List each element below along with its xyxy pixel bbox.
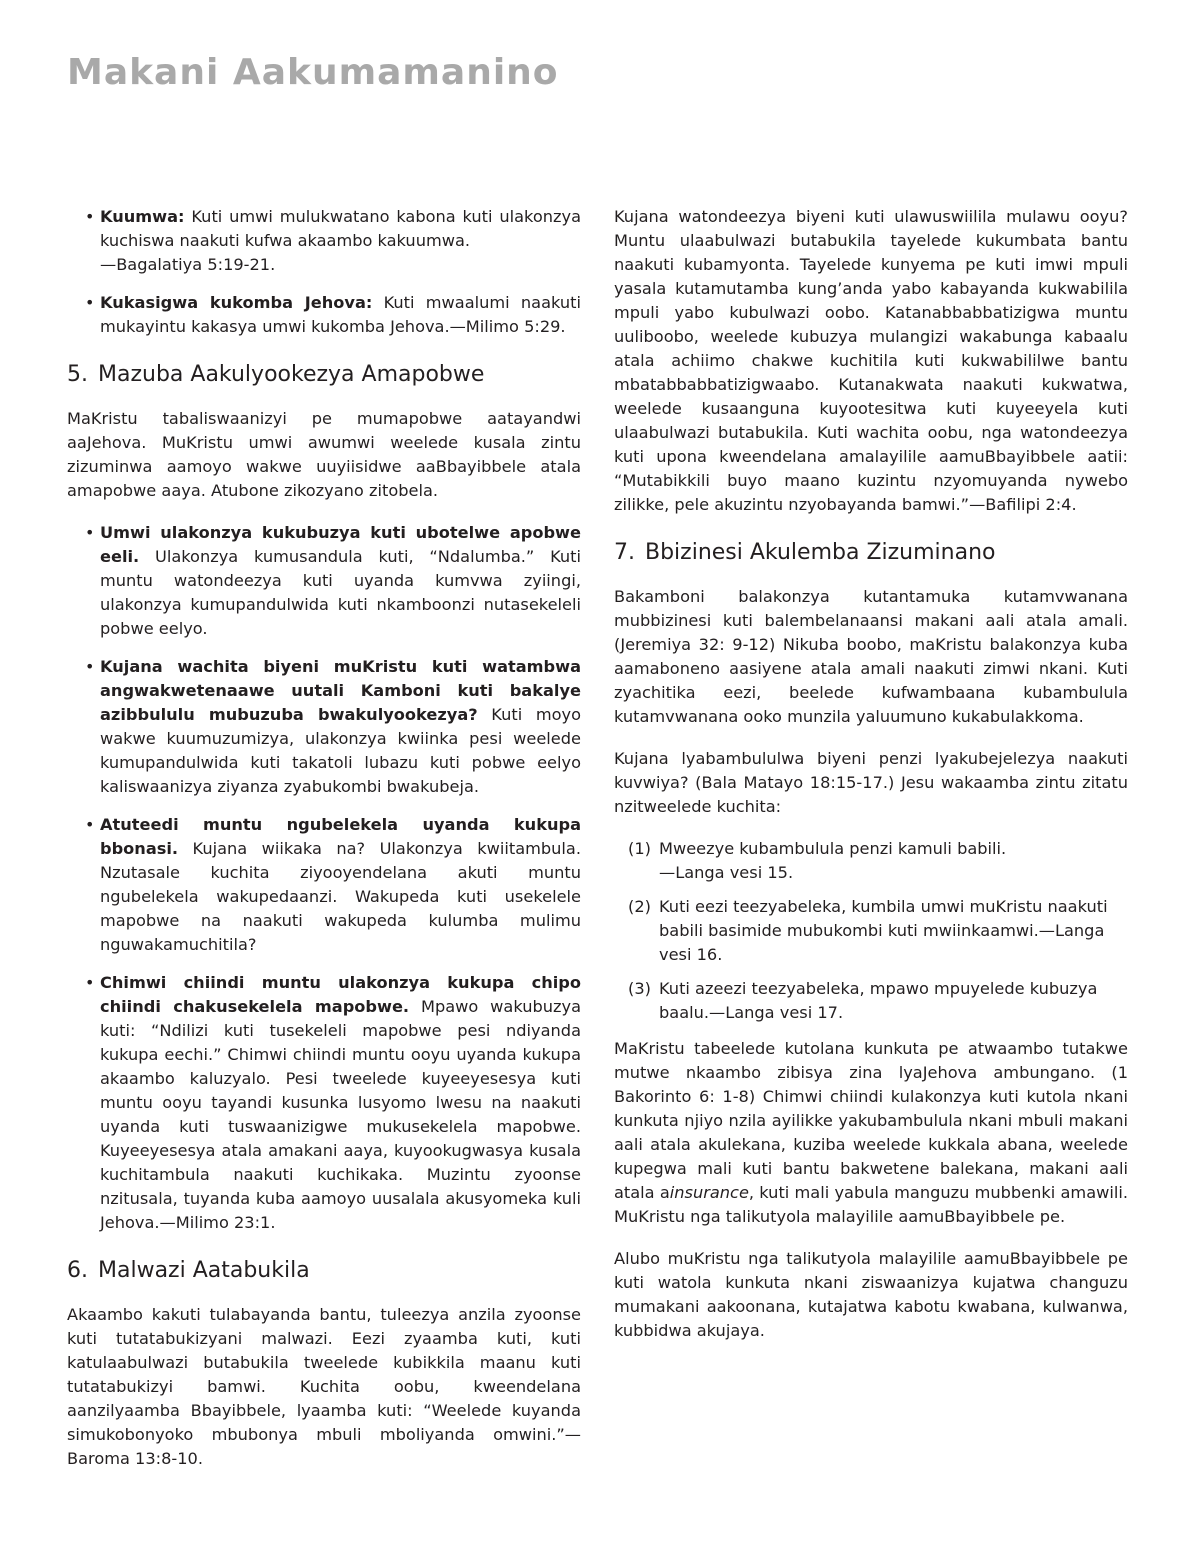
paragraph: Bakamboni balakonzya kutantamuka kutamvwanana mubbizinesi kuti balembelanaansi makani aali atala amali. (Jeremiya 32: 9-12) Nikuba boobo, maKristu balakonzya kuba aamaboneno aasiyene atala amali naakuti zimwi nkani. Kuti zyachitika eezi, beelede kufwambaana kubambulula kutamvwanana ooko munzila yaluumuno kukabulakkoma. bbox=[614, 587, 1128, 726]
list-item bbox=[85, 813, 581, 957]
left-column bbox=[67, 205, 581, 1489]
italic-term: insurance bbox=[669, 1183, 749, 1202]
section-title: Mazuba Aakulyookezya Amapobwe bbox=[98, 362, 485, 387]
bullet-list-top bbox=[67, 205, 581, 339]
bullet-lead: Chimwi chiindi muntu ulakonzya kukupa chipo chiindi chakusekelela mapobwe. bbox=[100, 973, 581, 1016]
step-text: Mweezye kubambulula penzi kamuli babili. bbox=[659, 839, 1007, 858]
right-column bbox=[614, 205, 1128, 1361]
list-item bbox=[85, 291, 581, 339]
paragraph-text: MaKristu tabeelede kutolana kunkuta pe atwaambo tutakwe mutwe nkaambo zibisya zina lyaJehova ambungano. (1 Bakorinto 6: 1-8) Chimwi chiindi kulakonzya kuti kutola nkani kunkuta njiyo nzila ayilikke yakubambulula nkani mbuli makani aali atala akulekana, kuziba weelede kukkala abana, weelede kupegwa mali kuti bantu bakwetene balekana, makani aali atala a bbox=[614, 1039, 1128, 1202]
list-item bbox=[85, 655, 581, 799]
bullet-lead: Kukasigwa kukomba Jehova: bbox=[100, 293, 373, 312]
scripture-reference: —Bagalatiya 5:19-21. bbox=[100, 255, 276, 274]
scripture-reference: —Langa vesi 15. bbox=[659, 863, 794, 882]
list-item bbox=[628, 837, 1128, 885]
paragraph bbox=[614, 1037, 1128, 1229]
paragraph: Kujana watondeezya biyeni kuti ulawuswiilila mulawu ooyu? Muntu ulaabulwazi butabukila tayelede kukumbata bantu naakuti kubamyonta. Tayelede kunyema pe kuti imwi mpuli yasala kutamutamba kung’anda yabo kabayanda kukwabilila mpuli yabo kubulwazi oobo. Katanabbabbatizigwa muntu uuliboobo, weelede kubuzya mulangizi wakabunga kabaalu atala achiimo chakwe kuchitila kuti kukwabililwe bantu mbatabbabbatizigwaabo. Kutanakwata naakuti kukwatwa, weelede kusaanguna kuyootesitwa kuti kuyeeyela kuti ulaabulwazi butabukila. Kuti wachita oobu, nga watondeezya kuti upona kweendelana amalayilile aamuBbayibbele aatii: “Mutabikkili buyo maano kuzintu nzyomuyanda nywebo zilikke, pele akuzintu nzyobayanda bamwi.”—Bafilipi 2:4. bbox=[614, 207, 1128, 514]
bullet-text: Kujana wiikaka na? Ulakonzya kwiitambula. Nzutasale kuchita ziyooyendelana akuti muntu ngubelekela wakupedaanzi. Wakupeda kuti usekelele mapobwe na naakuti wakupeda kulumba mulimu nguwakamuchitila? bbox=[100, 839, 581, 954]
section-title: Bbizinesi Akulemba Zizuminano bbox=[645, 540, 996, 565]
paragraph: Kujana lyabambululwa biyeni penzi lyakubejelezya naakuti kuvwiya? (Bala Matayo 18:15-17.) Jesu wakaamba zintu zitatu nzitweelede kuchita: bbox=[614, 749, 1128, 816]
paragraph: Akaambo kakuti tulabayanda bantu, tuleezya anzila zyoonse kuti tutatabukizyani malwazi. Eezi zyaamba kuti, kuti katulaabulwazi butabukila tweelede kubikkila maanu kuti tutatabukizyi bamwi. Kuchita oobu, kweendelana aanzilyaamba Bbayibbele, lyaamba kuti: “Weelede kuyanda simukobonyoko mbubonya mbuli mboliyanda omwini.”—Baroma 13:8-10. bbox=[67, 1305, 581, 1468]
list-item bbox=[628, 977, 1128, 1025]
section-number: 6. bbox=[67, 1258, 88, 1283]
list-item bbox=[85, 205, 581, 277]
page-header-title: Makani Aakumamanino bbox=[67, 52, 559, 93]
bullet-text: Mpawo wakubuzya kuti: “Ndilizi kuti tusekeleli mapobwe pesi ndiyanda kukupa eechi.” Chimwi chiindi muntu ooyu uyanda kukupa akaambo kaluzyalo. Pesi tweelede kuyeeyesesya kuti muntu ooyu tayandi kusunka lusyomo lwesu na naakuti uyanda kuti tuswaanizigwe mukusekelela mapobwe. Kuyeeyesesya atala amakani aaya, kuyookugwasya kusala kuchitambula naakuti kuchikaka. Muzintu zyoonse nzitusala, tuyanda kuba aamoyo uusalala akusyomeka kuli Jehova.—Milimo 23:1. bbox=[100, 997, 581, 1232]
bullet-lead: Atuteedi muntu ngubelekela uyanda kukupa bbonasi. bbox=[100, 815, 581, 858]
step-text: Kuti azeezi teezyabeleka, mpawo mpuyelede kubuzya baalu.—Langa vesi 17. bbox=[659, 979, 1098, 1022]
section-number: 7. bbox=[614, 540, 635, 565]
section-heading bbox=[614, 539, 1128, 567]
bullet-text: Kuti mwaalumi naakuti mukayintu kakasya umwi kukomba Jehova.—Milimo 5:29. bbox=[100, 293, 581, 336]
bullet-lead: Kuumwa: bbox=[100, 207, 185, 226]
bullet-text: Kuti umwi mulukwatano kabona kuti ulakonzya kuchiswa naakuti kufwa akaambo kakuumwa. bbox=[100, 207, 581, 250]
bullet-lead: Kujana wachita biyeni muKristu kuti watambwa angwakwetenaawe uutali Kamboni kuti bakalye azibbululu mubuzuba bwakulyookezya? bbox=[100, 657, 581, 724]
list-item bbox=[85, 521, 581, 641]
list-item bbox=[628, 895, 1128, 967]
numbered-steps bbox=[614, 837, 1128, 1025]
step-text: Kuti eezi teezyabeleka, kumbila umwi muKristu naakuti babili basimide mubukombi kuti mwiinkaamwi.—Langa vesi 16. bbox=[659, 897, 1108, 964]
step-number: (2) bbox=[628, 897, 651, 916]
step-number: (1) bbox=[628, 839, 651, 858]
paragraph: Alubo muKristu nga talikutyola malayilile aamuBbayibbele pe kuti watola kunkuta nkani ziswaanizya kujatwa changuzu mumakani aakoonana, kutajatwa kabotu kwabana, kulwanwa, kubbidwa akujaya. bbox=[614, 1249, 1128, 1340]
step-number: (3) bbox=[628, 979, 651, 998]
paragraph-text: , kuti mali yabula manguzu mubbenki amawili. MuKristu nga talikutyola malayilile aamuBbayibbele pe. bbox=[614, 1183, 1128, 1226]
section-heading bbox=[67, 361, 581, 389]
section-title: Malwazi Aatabukila bbox=[98, 1258, 310, 1283]
paragraph: MaKristu tabaliswaanizyi pe mumapobwe aatayandwi aaJehova. MuKristu umwi awumwi weelede kusala zintu zizuminwa aamoyo wakwe uuyiisidwe aaBbayibbele atala amapobwe aaya. Atubone zikozyano zitobela. bbox=[67, 409, 581, 500]
bullet-list-holidays bbox=[67, 521, 581, 1235]
section-heading bbox=[67, 1257, 581, 1285]
section-number: 5. bbox=[67, 362, 88, 387]
bullet-lead: Umwi ulakonzya kukubuzya kuti ubotelwe apobwe eeli. bbox=[100, 523, 581, 566]
list-item bbox=[85, 971, 581, 1235]
bullet-text: Kuti moyo wakwe kuumuzumizya, ulakonzya kwiinka pesi weelede kumupandulwida kuti takatoli lubazu kuti pobwe eelyo kaliswaanizya ziyanza zyabukombi bwakubeja. bbox=[100, 705, 581, 796]
bullet-text: Ulakonzya kumusandula kuti, “Ndalumba.” Kuti muntu watondeezya kuti uyanda kumvwa zyiingi, ulakonzya kumupandulwida kuti nkamboonzi nutasekeleli pobwe eelyo. bbox=[100, 547, 581, 638]
